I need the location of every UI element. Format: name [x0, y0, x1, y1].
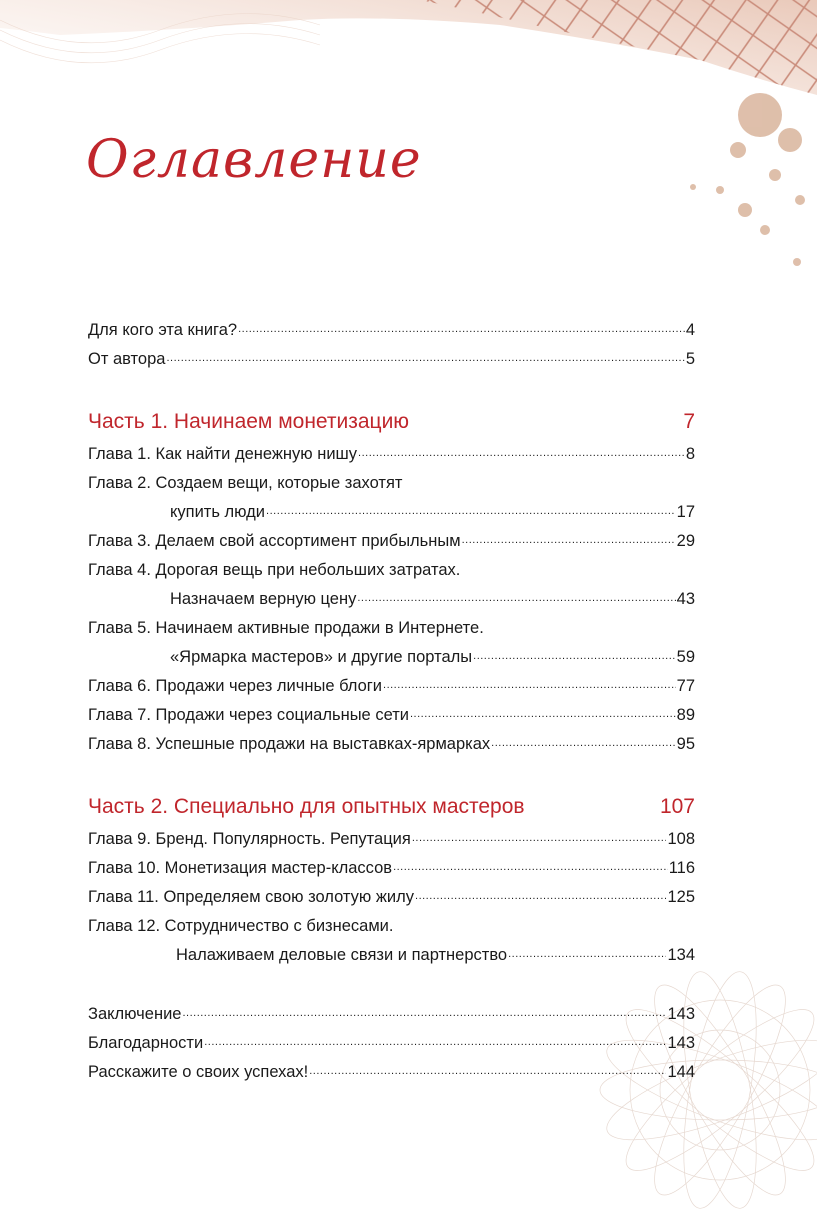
- dot-leader: [491, 727, 675, 747]
- toc-entry[interactable]: [88, 527, 695, 556]
- toc-entry-label: Заключение: [88, 1005, 182, 1023]
- toc-entry[interactable]: [88, 614, 695, 672]
- table-of-contents: [88, 316, 695, 1087]
- dot-leader: [393, 851, 668, 871]
- toc-page-number: 8: [685, 445, 695, 463]
- toc-entry-label: Глава 7. Продажи через социальные сети: [88, 706, 409, 724]
- toc-entry-label: Глава 11. Определяем свою золотую жилу: [88, 888, 415, 906]
- toc-entry-label: Глава 3. Делаем свой ассортимент прибыльным: [88, 532, 461, 550]
- dot-leader: [508, 938, 666, 958]
- toc-page-number: 108: [667, 830, 695, 848]
- toc-entry-label: Глава 10. Монетизация мастер-классов: [88, 859, 393, 877]
- toc-page-number: 143: [667, 1034, 695, 1052]
- toc-entry-label: Глава 1. Как найти денежную нишу: [88, 445, 358, 463]
- toc-entry-label: Для кого эта книга?: [88, 321, 238, 339]
- toc-entry-label: Глава 2. Создаем вещи, которые захотят: [88, 474, 403, 492]
- toc-page-number: 107: [659, 795, 695, 818]
- toc-entry[interactable]: [88, 912, 695, 970]
- toc-page-number: 134: [667, 946, 695, 964]
- dot-leader: [309, 1055, 666, 1075]
- dot-leader: [166, 342, 684, 362]
- toc-page-number: 89: [676, 706, 695, 724]
- toc-part-heading[interactable]: [88, 789, 695, 825]
- dot-leader: [383, 669, 676, 689]
- toc-entry-label: Глава 12. Сотрудничество с бизнесами.: [88, 917, 394, 935]
- toc-entry[interactable]: [88, 440, 695, 469]
- toc-entry-label: Глава 4. Дорогая вещь при небольших затратах.: [88, 561, 461, 579]
- toc-page-number: 5: [685, 350, 695, 368]
- toc-page-number: 125: [667, 888, 695, 906]
- dot-leader: [266, 495, 676, 515]
- dot-leader: [357, 582, 675, 602]
- toc-entry-label-continued: купить люди: [170, 503, 266, 521]
- dot-leader: [238, 313, 685, 333]
- dot-leader: [473, 640, 676, 660]
- toc-entry[interactable]: [88, 1029, 695, 1058]
- dot-leader: [204, 1026, 666, 1046]
- toc-page-number: 29: [676, 532, 695, 550]
- toc-page-number: 143: [667, 1005, 695, 1023]
- toc-entry[interactable]: [88, 730, 695, 759]
- toc-entry[interactable]: [88, 1058, 695, 1087]
- toc-entry[interactable]: [88, 345, 695, 374]
- toc-page-number: 17: [676, 503, 695, 521]
- toc-entry-label: Глава 5. Начинаем активные продажи в Интернете.: [88, 619, 484, 637]
- dot-leader: [526, 790, 659, 810]
- toc-entry[interactable]: [88, 883, 695, 912]
- toc-entry[interactable]: [88, 701, 695, 730]
- toc-entry[interactable]: [88, 316, 695, 345]
- toc-page-number: 116: [668, 859, 695, 877]
- toc-page-number: 43: [676, 590, 695, 608]
- dot-leader: [462, 524, 676, 544]
- toc-entry-label: Глава 9. Бренд. Популярность. Репутация: [88, 830, 411, 848]
- toc-entry[interactable]: [88, 1000, 695, 1029]
- toc-part-label: Часть 2. Специально для опытных мастеров: [88, 795, 525, 818]
- toc-page-number: 7: [683, 410, 695, 433]
- toc-entry-label: От автора: [88, 350, 166, 368]
- toc-page-number: 59: [676, 648, 695, 666]
- toc-entry[interactable]: [88, 672, 695, 701]
- toc-part-label: Часть 1. Начинаем монетизацию: [88, 410, 410, 433]
- page-title: Оглавление: [86, 130, 422, 190]
- dot-leader: [410, 698, 676, 718]
- toc-entry-label: Благодарности: [88, 1034, 204, 1052]
- toc-page-number: 95: [676, 735, 695, 753]
- toc-entry-label-continued: Налаживаем деловые связи и партнерство: [176, 946, 508, 964]
- toc-entry-label-continued: «Ярмарка мастеров» и другие порталы: [170, 648, 473, 666]
- toc-entry[interactable]: [88, 469, 695, 527]
- toc-entry[interactable]: [88, 825, 695, 854]
- toc-entry-label: Глава 6. Продажи через личные блоги: [88, 677, 383, 695]
- dot-leader: [412, 822, 667, 842]
- toc-entry-label: Глава 8. Успешные продажи на выставках-ярмарках: [88, 735, 491, 753]
- toc-part-heading[interactable]: [88, 404, 695, 440]
- toc-page-number: 144: [667, 1063, 695, 1081]
- dot-leader: [410, 405, 682, 425]
- dot-leader: [182, 997, 666, 1017]
- toc-entry-label: Расскажите о своих успехах!: [88, 1063, 309, 1081]
- dot-leader: [415, 880, 666, 900]
- dot-leader: [358, 437, 685, 457]
- toc-page-number: 4: [685, 321, 695, 339]
- toc-entry[interactable]: [88, 854, 695, 883]
- toc-entry[interactable]: [88, 556, 695, 614]
- toc-page-number: 77: [676, 677, 695, 695]
- toc-entry-label-continued: Назначаем верную цену: [170, 590, 357, 608]
